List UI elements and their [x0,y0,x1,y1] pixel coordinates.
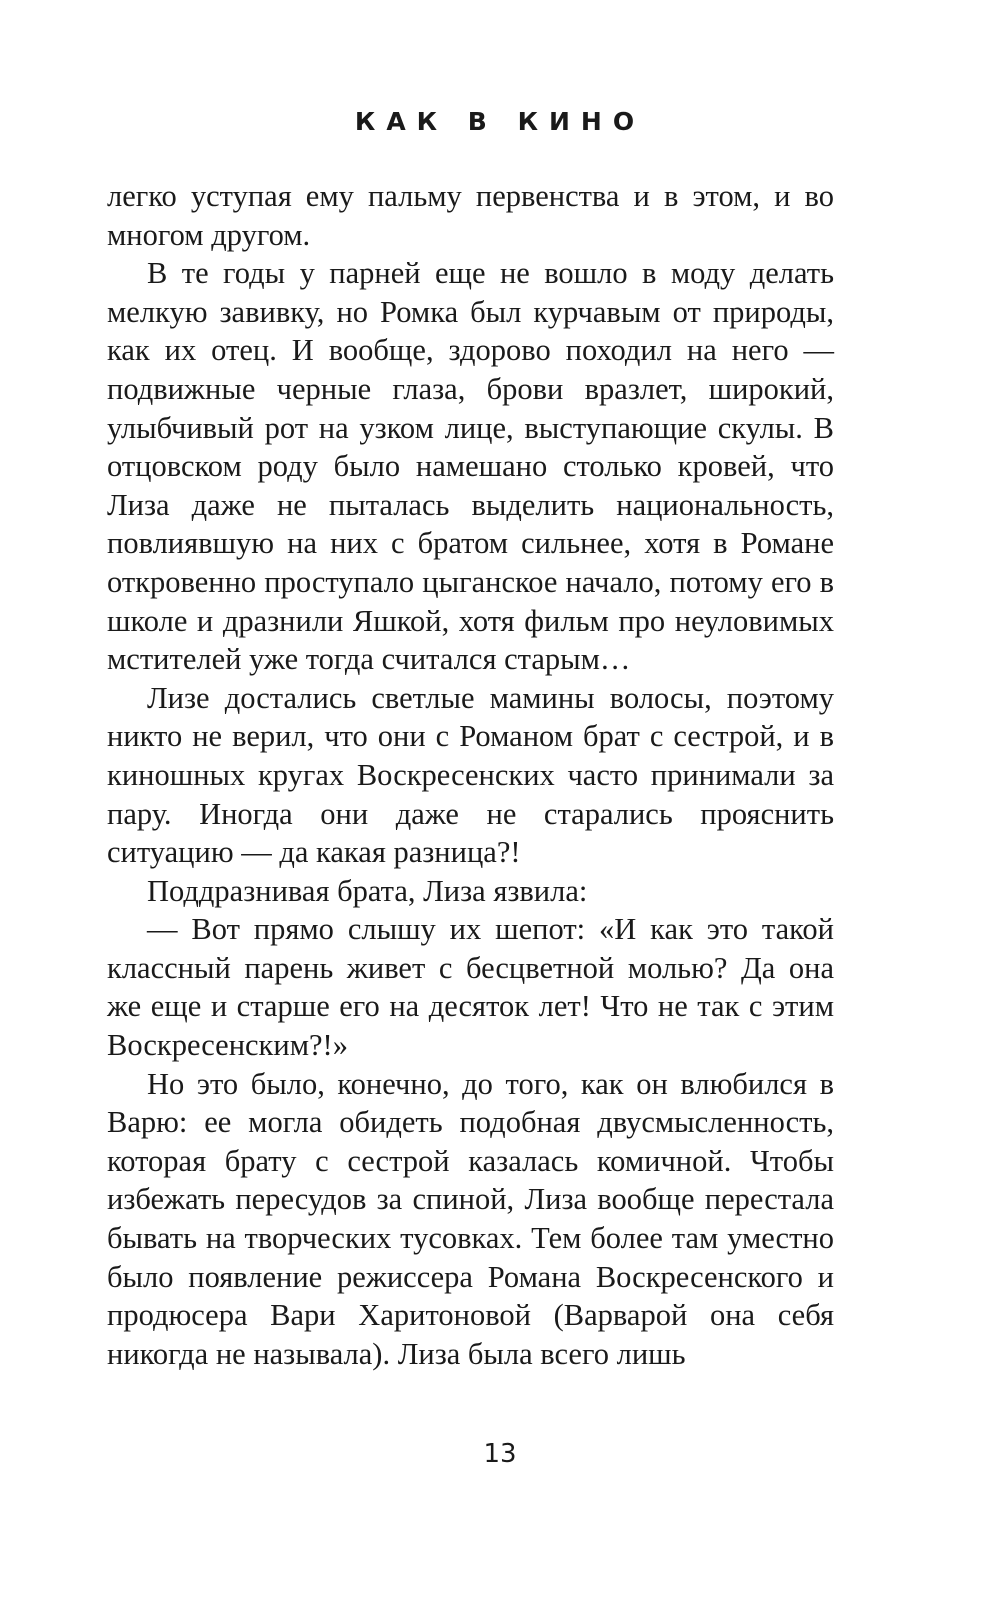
running-head: КАК В КИНО [354,107,646,136]
paragraph: Поддразнивая брата, Лиза язвила: [147,873,588,908]
paragraph: Лизе достались светлые мамины волосы, поэтому никто не верил, что они с Романом брат с сестрой, и в киношных кругах Воскресенских часто принимали за пару. Иногда они даже не старались прояснить ситуацию — да какая разница?! [107,680,834,870]
dialogue-paragraph: — Вот прямо слышу их шепот: «И как это такой классный парень живет с бесцветной молью? Да она же еще и старше его на десяток лет! Что не так с этим Воскресенским?!» [107,912,834,1063]
paragraph: В те годы у парней еще не вошло в моду делать мелкую завивку, но Ромка был курчавым от природы, как их отец. И вообще, здорово походил на него — подвижные черные глаза, брови вразлет, широкий, улыбчивый рот на узком лице, выступающие скулы. В отцовском роду было намешано столько кровей, что Лиза даже не пыталась выделить национальность, повлиявшую на них с братом сильнее, хотя в Романе откровенно проступало цыганское начало, потому его в школе и дразнили Яшкой, хотя фильм про неуловимых мстителей уже тогда считался старым… [107,256,834,677]
body-text [107,177,834,1373]
paragraph: легко уступая ему пальму первенства и в этом, и во многом другом. [107,179,834,252]
page-number: 13 [483,1439,517,1469]
paragraph: Но это было, конечно, до того, как он влюбился в Варю: ее могла обидеть подобная двусмысленность, которая брату с сестрой казалась комичной. Чтобы избежать пересудов за спиной, Лиза вообще перестала бывать на творческих тусовках. Тем более там уместно было появление режиссера Романа Воскресенского и продюсера Вари Харитоновой (Варварой она себя никогда не называла). Лиза была всего лишь [107,1066,834,1371]
